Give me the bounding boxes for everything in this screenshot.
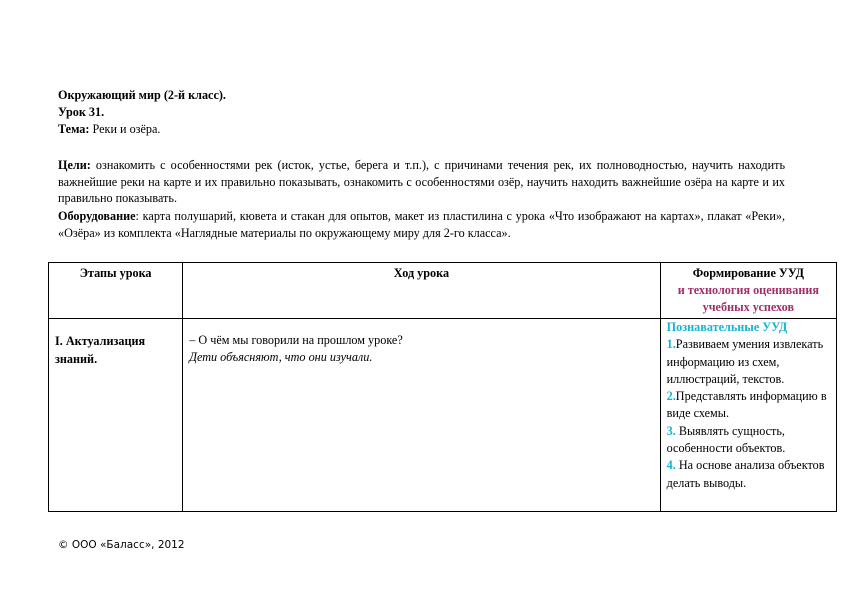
table-header-row xyxy=(49,263,837,319)
course-cell xyxy=(183,319,660,512)
copyright-footer: © ООО «Баласс», 2012 xyxy=(58,539,185,551)
equipment-text: : карта полушарий, кювета и стакан для опытов, макет из пластилина с урока «Что изображают на картах», плакат «Реки», «Озёра» из комплекта «Наглядные материалы по окружающему миру для 2-го класса». xyxy=(58,209,785,240)
lesson-number: Урок 31. xyxy=(58,105,105,119)
stage-line2: знаний. xyxy=(55,351,98,366)
col-course-header: Ход урока xyxy=(183,263,660,319)
uud-item-number: 2. xyxy=(666,389,676,404)
uud-item-text: Развиваем умения извлекать информацию из схем, иллюстраций, текстов. xyxy=(666,337,824,386)
uud-header-line1: Формирование УУД xyxy=(692,266,804,280)
uud-item-number: 3. xyxy=(666,423,676,438)
equipment-label: Оборудование xyxy=(58,209,136,223)
goals-label: Цели: xyxy=(58,158,91,172)
uud-header-line3: учебных успехов xyxy=(702,300,795,314)
topic-value: Реки и озёра. xyxy=(89,122,161,136)
topic-label: Тема: xyxy=(58,122,90,136)
uud-title: Познавательные УУД xyxy=(666,320,788,334)
uud-header-line2: и технология оценивания xyxy=(677,283,819,297)
lesson-table xyxy=(48,262,837,512)
goals-text: ознакомить с особенностями рек (исток, устье, берега и т.п.), с причинами течения рек, их полноводностью, научить находить важнейшие реки на карте и их правильно показывать, ознакомить с особенностями озёр, научить находить важнейшие озёра на карте и их правильно показывать. xyxy=(58,158,785,205)
uud-item xyxy=(667,423,833,458)
table-row xyxy=(49,319,837,512)
children-answer: Дети объясняют, что они изучали. xyxy=(189,349,373,364)
uud-item-text: На основе анализа объектов делать выводы. xyxy=(666,458,825,490)
uud-item-number: 4. xyxy=(666,458,676,473)
lesson-subject: Окружающий мир (2-й класс). xyxy=(58,88,226,102)
equipment-paragraph xyxy=(58,208,785,241)
teacher-question: – О чём мы говорили на прошлом уроке? xyxy=(189,333,403,347)
uud-item-text: Выявлять сущность, особенности объектов. xyxy=(666,423,786,456)
stage-cell xyxy=(49,319,183,512)
stage-line1: I. Актуализация xyxy=(55,334,146,348)
col-stages-header: Этапы урока xyxy=(49,263,183,319)
uud-item-text: Представлять информацию в виде схемы. xyxy=(666,389,827,421)
uud-item xyxy=(667,457,833,492)
lesson-topic xyxy=(58,121,160,138)
uud-item xyxy=(667,336,833,388)
uud-cell xyxy=(660,319,836,512)
uud-item-number: 1. xyxy=(666,337,676,352)
goals-paragraph xyxy=(58,157,785,207)
uud-item xyxy=(667,388,833,423)
col-uud-header xyxy=(660,263,836,319)
